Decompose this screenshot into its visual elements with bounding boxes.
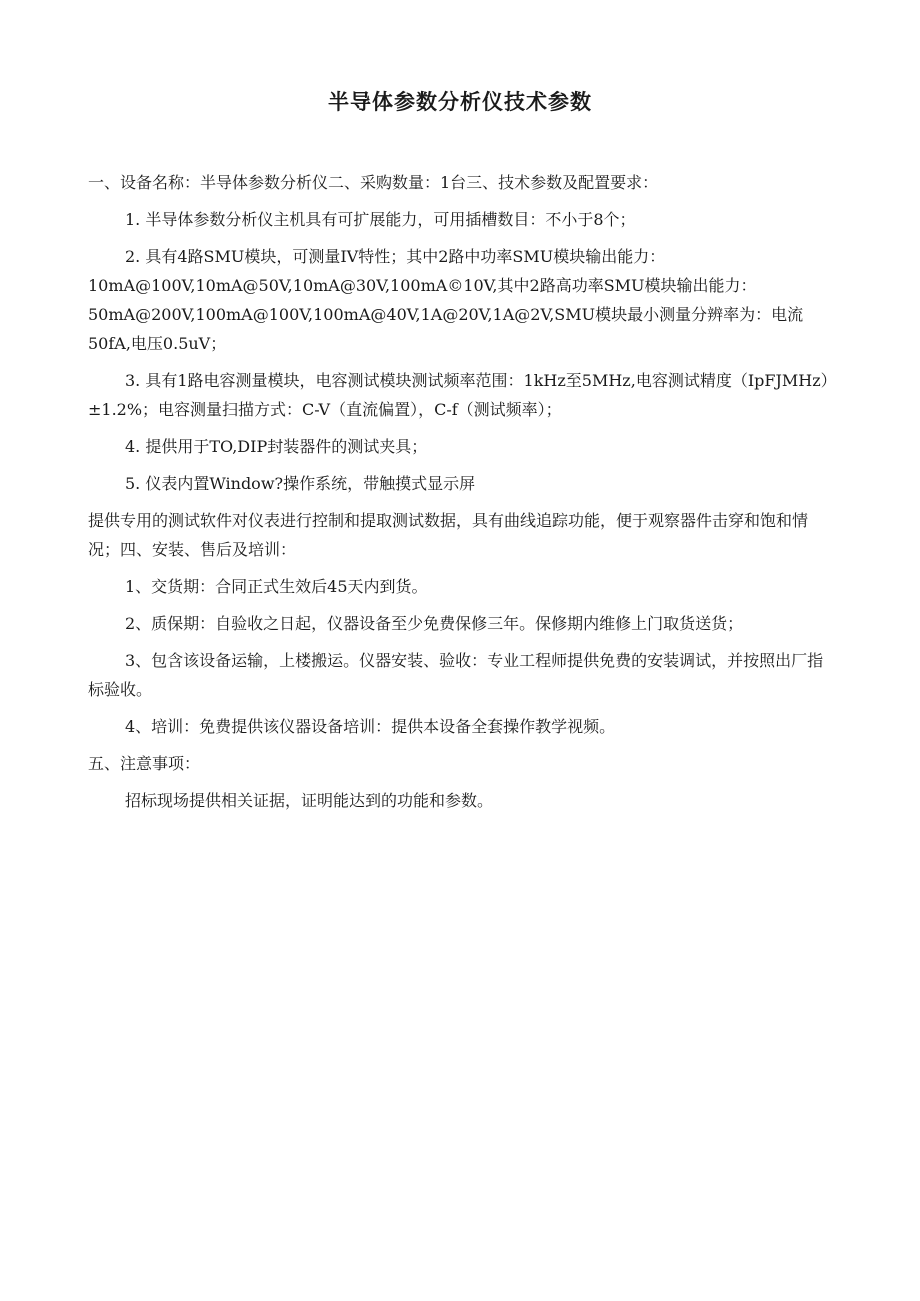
spec-item-1: 1. 半导体参数分析仪主机具有可扩展能力，可用插槽数目：不小于8个； [125, 210, 636, 229]
spec-item-3: 3. 具有1路电容测量模块，电容测试模块测试频率范围：1kHz至5MHz,电容测试精度（IpFJMHz）±1.2%；电容测量扫描方式：C-V（直流偏置），C-f（测试频率）； [88, 371, 829, 419]
section-heading-equipment: 一、设备名称：半导体参数分析仪二、采购数量：1台三、技术参数及配置要求： [88, 173, 659, 192]
document-title: 半导体参数分析仪技术参数 [328, 90, 592, 114]
section-heading-notes: 五、注意事项： [88, 754, 201, 773]
document-body [88, 168, 834, 823]
service-item-2: 2、质保期：自验收之日起，仪器设备至少免费保修三年。保修期内维修上门取货送货； [125, 614, 744, 633]
service-item-3: 3、包含该设备运输，上楼搬运。仪器安装、验收：专业工程师提供免费的安装调试，并按照出厂指标验收。 [88, 651, 824, 699]
notes-item: 招标现场提供相关证据，证明能达到的功能和参数。 [125, 791, 494, 810]
spec-item-2: 2. 具有4路SMU模块，可测量IV特性；其中2路中功率SMU模块输出能力：10mA@100V,10mA@50V,10mA@30V,100mA©10V,其中2路高功率SMU模块输出能力：50mA@200V,100mA@100V,100mA@40V,1A@20V,1A@2V,SMU模块最小测量分辨率为：电流50fA,电压0.5uV； [88, 247, 804, 353]
service-item-1: 1、交货期：合同正式生效后45天内到货。 [125, 577, 428, 596]
spec-item-4: 4. 提供用于TO,DIP封装器件的测试夹具； [125, 437, 428, 456]
software-paragraph: 提供专用的测试软件对仪表进行控制和提取测试数据，具有曲线追踪功能，便于观察器件击穿和饱和情况；四、安装、售后及培训： [88, 511, 809, 559]
spec-item-5: 5. 仪表内置Window?操作系统，带触摸式显示屏 [125, 474, 476, 493]
service-item-4: 4、培训：免费提供该仪器设备培训：提供本设备全套操作教学视频。 [125, 717, 616, 736]
